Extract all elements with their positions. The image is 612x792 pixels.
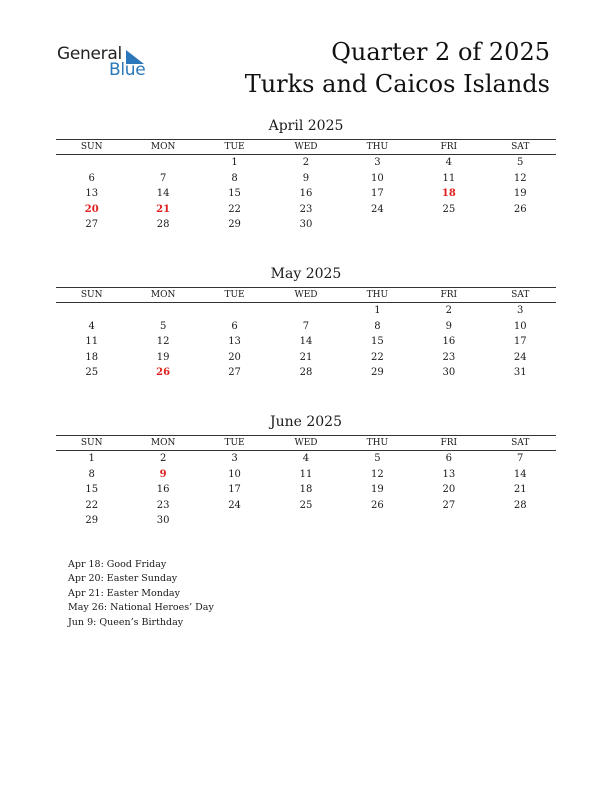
day-cell: 12 xyxy=(156,336,170,348)
week-row xyxy=(56,202,556,218)
day-cell: 24 xyxy=(228,499,241,511)
day-cell: 13 xyxy=(228,336,241,348)
week-row xyxy=(56,334,556,350)
day-cell xyxy=(270,513,341,529)
day-cell: 22 xyxy=(371,351,384,363)
day-cell: 3 xyxy=(374,157,381,168)
day-cell xyxy=(127,155,198,171)
day-cell xyxy=(199,303,270,319)
day-cell: 18 xyxy=(299,484,313,496)
weekday-header-row xyxy=(56,139,556,155)
month-title: April 2025 xyxy=(268,118,344,134)
day-cell: 23 xyxy=(442,351,456,363)
day-cell: 18 xyxy=(85,351,99,363)
week-row xyxy=(56,155,556,171)
day-cell: 28 xyxy=(299,367,313,379)
day-cell: 14 xyxy=(156,188,170,200)
logo-text-blue: Blue xyxy=(109,60,146,80)
day-cell xyxy=(342,217,413,233)
holiday-date: 20 xyxy=(84,203,99,215)
day-cell: 26 xyxy=(371,499,384,511)
day-cell: 29 xyxy=(371,367,384,379)
day-cell: 6 xyxy=(231,320,238,332)
weekday-label: WED xyxy=(294,142,318,152)
weekday-label: TUE xyxy=(224,142,245,152)
weekday-header-row xyxy=(56,287,556,303)
week-row xyxy=(56,186,556,202)
day-cell xyxy=(485,513,556,529)
day-cell: 16 xyxy=(299,188,313,200)
day-cell: 17 xyxy=(371,188,384,200)
title-country: Turks and Caicos Islands xyxy=(244,70,550,98)
holiday-entry: May 26: National Heroes’ Day xyxy=(68,602,214,614)
day-cell: 3 xyxy=(231,453,238,464)
day-cell: 14 xyxy=(299,336,313,348)
day-cell xyxy=(199,513,270,529)
day-cell: 29 xyxy=(85,515,99,527)
day-cell xyxy=(56,303,127,319)
day-cell: 11 xyxy=(299,468,313,480)
day-cell: 5 xyxy=(159,320,167,332)
weekday-header-row xyxy=(56,435,556,451)
day-cell: 3 xyxy=(517,305,524,316)
week-row xyxy=(56,365,556,381)
holiday-date: 18 xyxy=(441,188,456,200)
day-cell: 10 xyxy=(228,468,241,480)
month-calendar xyxy=(56,117,556,233)
day-cell: 21 xyxy=(299,351,313,363)
month-calendar xyxy=(56,413,556,529)
day-cell: 2 xyxy=(159,453,167,464)
day-cell: 16 xyxy=(156,484,170,496)
day-cell: 5 xyxy=(517,157,524,168)
day-cell: 27 xyxy=(228,367,241,379)
weekday-label: TUE xyxy=(224,290,245,300)
day-cell: 28 xyxy=(513,499,527,511)
day-cell: 19 xyxy=(156,351,170,363)
weekday-label: FRI xyxy=(440,438,458,448)
weekday-label: SAT xyxy=(511,290,530,300)
day-cell: 22 xyxy=(228,203,241,215)
weekday-label: SUN xyxy=(80,438,103,448)
weekday-label: SUN xyxy=(80,290,103,300)
month-title: June 2025 xyxy=(269,414,342,430)
day-cell xyxy=(485,217,556,233)
day-cell: 29 xyxy=(228,219,241,231)
day-cell: 25 xyxy=(299,499,313,511)
day-cell: 6 xyxy=(445,453,452,464)
holiday-list xyxy=(68,558,214,630)
day-cell: 13 xyxy=(85,188,99,200)
weekday-label: TUE xyxy=(224,438,245,448)
weekday-label: THU xyxy=(366,438,389,448)
weekday-label: SAT xyxy=(511,142,530,152)
weekday-label: SAT xyxy=(511,438,530,448)
holiday-entry: Jun 9: Queen’s Birthday xyxy=(68,616,184,628)
weekday-label: MON xyxy=(150,142,176,152)
day-cell: 4 xyxy=(88,320,95,332)
day-cell: 21 xyxy=(513,484,527,496)
day-cell: 2 xyxy=(445,305,452,316)
holiday-date: 9 xyxy=(159,468,167,480)
holiday-entry: Apr 21: Easter Monday xyxy=(68,587,180,599)
day-cell: 27 xyxy=(442,499,456,511)
day-cell xyxy=(270,303,341,319)
month-calendar xyxy=(56,265,556,381)
day-cell: 9 xyxy=(445,320,452,332)
day-cell: 22 xyxy=(85,499,99,511)
day-cell: 28 xyxy=(156,219,170,231)
day-cell: 15 xyxy=(85,484,99,496)
week-row xyxy=(56,303,556,319)
day-cell: 23 xyxy=(299,203,313,215)
day-cell: 1 xyxy=(88,453,95,464)
weekday-label: THU xyxy=(366,142,389,152)
week-row xyxy=(56,451,556,467)
day-cell: 30 xyxy=(156,515,170,527)
holiday-entry: Apr 20: Easter Sunday xyxy=(68,573,178,585)
day-cell xyxy=(413,217,484,233)
week-row xyxy=(56,319,556,335)
day-cell: 24 xyxy=(513,351,527,363)
day-cell: 7 xyxy=(159,172,167,184)
day-cell: 17 xyxy=(228,484,241,496)
day-cell xyxy=(56,155,127,171)
weekday-label: SUN xyxy=(80,142,103,152)
day-cell: 7 xyxy=(302,320,310,332)
day-cell: 10 xyxy=(513,320,527,332)
week-row xyxy=(56,482,556,498)
day-cell: 4 xyxy=(445,157,452,168)
day-cell: 15 xyxy=(371,336,384,348)
day-cell xyxy=(413,513,484,529)
day-cell: 30 xyxy=(299,219,313,231)
day-cell: 5 xyxy=(374,453,381,464)
day-cell: 16 xyxy=(442,336,456,348)
month-title: May 2025 xyxy=(270,266,342,282)
day-cell: 31 xyxy=(513,367,527,379)
day-cell: 8 xyxy=(374,320,381,332)
weekday-label: THU xyxy=(366,290,389,300)
week-row xyxy=(56,513,556,529)
day-cell: 26 xyxy=(513,203,527,215)
weekday-label: FRI xyxy=(440,290,458,300)
day-cell: 2 xyxy=(302,157,310,168)
weekday-label: WED xyxy=(294,290,318,300)
day-cell: 1 xyxy=(231,157,238,168)
logo-text-general: General xyxy=(57,44,122,64)
day-cell: 20 xyxy=(228,351,241,363)
day-cell: 27 xyxy=(85,219,99,231)
holiday-date: 26 xyxy=(156,367,171,379)
day-cell: 9 xyxy=(302,172,310,184)
day-cell: 8 xyxy=(88,468,95,480)
day-cell xyxy=(127,303,198,319)
day-cell: 24 xyxy=(371,203,384,215)
day-cell: 17 xyxy=(513,336,527,348)
day-cell: 19 xyxy=(371,484,384,496)
day-cell xyxy=(342,513,413,529)
weekday-label: MON xyxy=(150,290,176,300)
day-cell: 7 xyxy=(517,453,524,464)
day-cell: 8 xyxy=(231,172,238,184)
day-cell: 12 xyxy=(371,468,384,480)
day-cell: 1 xyxy=(374,305,381,316)
weekday-label: FRI xyxy=(440,142,458,152)
day-cell: 11 xyxy=(442,172,456,184)
week-row xyxy=(56,171,556,187)
week-row xyxy=(56,350,556,366)
weekday-label: WED xyxy=(294,438,318,448)
day-cell: 13 xyxy=(442,468,456,480)
day-cell: 25 xyxy=(85,367,99,379)
holiday-date: 21 xyxy=(156,203,171,215)
day-cell: 30 xyxy=(442,367,456,379)
day-cell: 14 xyxy=(513,468,527,480)
week-row xyxy=(56,467,556,483)
day-cell: 20 xyxy=(442,484,456,496)
weekday-label: MON xyxy=(150,438,176,448)
day-cell: 4 xyxy=(302,453,310,464)
day-cell: 25 xyxy=(442,203,456,215)
page-title xyxy=(245,36,550,100)
day-cell: 23 xyxy=(156,499,170,511)
generalblue-logo xyxy=(57,44,157,80)
day-cell: 6 xyxy=(88,172,95,184)
day-cell: 10 xyxy=(371,172,384,184)
day-cell: 11 xyxy=(85,336,99,348)
week-row xyxy=(56,217,556,233)
day-cell: 19 xyxy=(513,188,527,200)
day-cell: 15 xyxy=(228,188,241,200)
holiday-entry: Apr 18: Good Friday xyxy=(68,559,167,570)
title-quarter: Quarter 2 of 2025 xyxy=(331,38,550,66)
day-cell: 12 xyxy=(513,172,527,184)
week-row xyxy=(56,498,556,514)
